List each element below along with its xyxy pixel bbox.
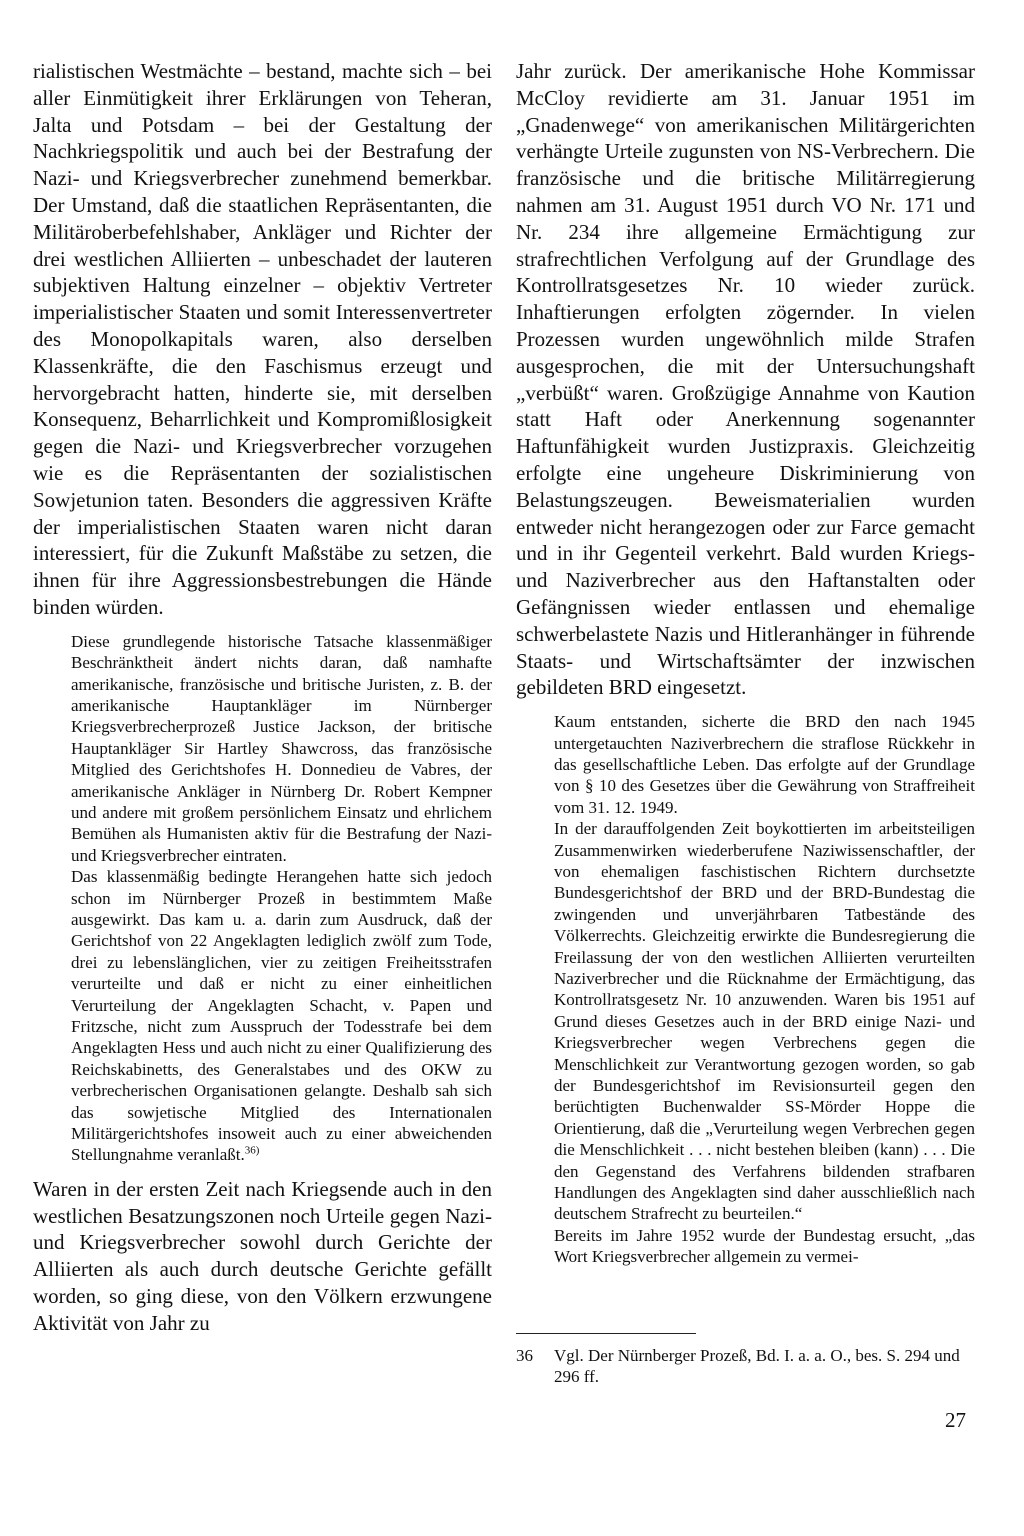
page-number: 27 bbox=[945, 1408, 966, 1432]
left-paragraph-3-small bbox=[33, 866, 492, 1166]
left-paragraph-4: Waren in der ersten Zeit nach Kriegsende auch in den westlichen Besatzungszonen noch Urteile gegen Nazi- und Kriegsverbrecher sowohl durch Gerichte der Alliierten als auch durch deutsche Gerichte gefällt worden, so ging diese, von den Völkern erzwungene Aktivität von Jahr zu bbox=[33, 1176, 492, 1335]
footnote-text: Vgl. Der Nürnberger Prozeß, Bd. I. a. a. O., bes. S. 294 und 296 ff. bbox=[554, 1346, 960, 1387]
left-paragraph-1: rialistischen Westmächte – bestand, machte sich – bei aller Einmütigkeit ihrer Erklärungen von Teheran, Jalta und Potsdam – bei der Gestaltung der Nachkriegspolitik und auch bei der Bestrafung der Nazi- und Kriegsverbrecher zunehmend bemerkbar. Der Umstand, daß die staatlichen Repräsentanten, die Militäroberbefehlshaber, Ankläger und Richter der drei westlichen Alliierten – unbeschadet der lauteren subjektiven Haltung einzelner – objektiv Vertreter imperialistischer Staaten und somit Interessenvertreter des Monopolkapitals waren, also derselben Klassenkräfte, die den Faschismus erzeugt und hervorgebracht hatten, hinderte sie, mit derselben Konsequenz, Beharrlichkeit und Kompromißlosigkeit gegen die Nazi- und Kriegsverbrecher vorzugehen wie es die Repräsentanten der sozialistischen Sowjetunion taten. Besonders die aggressiven Kräfte der imperialistischen Staaten waren nicht daran interessiert, für die Zukunft Maßstäbe zu setzen, die ihnen für ihre Aggressionsbestrebungen die Hände binden würden. bbox=[33, 59, 492, 619]
right-column bbox=[516, 58, 975, 1268]
left-paragraph-3-text: Das klassenmäßig bedingte Herangehen hatte sich jedoch schon im Nürnberger Prozeß in bestimmtem Maße ausgewirkt. Das kam u. a. darin zum Ausdruck, daß der Gerichtshof von 22 Angeklagten lediglich zwölf zum Tode, drei zu lebenslänglichen, vier zu zeitigen Freiheitsstrafen verurteilte und daß er nicht zu einer einheitlichen Verurteilung der Angeklagten Schacht, v. Papen und Fritzsche, nicht zum Ausspruch der Todesstrafe bei dem Angeklagten Hess und auch nicht zu einer Qualifizierung des Reichskabinetts, des Generalstabes und des OKW zu verbrecherischen Organisationen gelangte. Deshalb sah sich das sowjetische Mitglied des Internationalen Militärgerichtshofes insoweit auch zu einer abweichenden Stellungnahme veranlaßt. bbox=[71, 867, 492, 1165]
right-paragraph-4-small: Bereits im Jahre 1952 wurde der Bundestag ersucht, „das Wort Kriegsverbrecher allgemein zu vermei- bbox=[554, 1225, 975, 1267]
footnote-number: 36 bbox=[516, 1346, 533, 1365]
left-paragraph-2-small: Diese grundlegende historische Tatsache klassenmäßiger Beschränktheit ändert nichts daran, daß namhafte amerikanische, französische und britische Juristen, z. B. der amerikanische Hauptankläger im Nürnberger Kriegsverbrecherprozeß Justice Jackson, der britische Hauptankläger Sir Hartley Shawcross, das französische Mitglied des Gerichtshofes H. Donnedieu de Vabres, der amerikanische Ankläger in Nürnberg Dr. Robert Kempner und andere mit großem persönlichem Einsatz und ehrlichem Bemühen als Humanisten aktiv für die Bestrafung der Nazi- und Kriegsverbrecher eintraten. bbox=[71, 631, 492, 865]
right-paragraph-1: Jahr zurück. Der amerikanische Hohe Kommissar McCloy revidierte am 31. Januar 1951 im „Gnadenwege“ von amerikanischen Militärgerichten verhängte Urteile zugunsten von NS-Verbrechern. Die französische und die britische Militärregierung nahmen am 31. August 1951 durch VO Nr. 171 und Nr. 234 ihre allgemeine Ermächtigung zur strafrechtlichen Verfolgung auf der Grundlage des Kontrollratsgesetzes Nr. 10 wieder zurück. Inhaftierungen erfolgten zögernder. In vielen Prozessen wurden ungewöhnlich milde Strafen ausgesprochen, die mit der Untersuchungshaft „verbüßt“ waren. Großzügige Annahme von Kaution statt Haft oder Anerkennung sogenannter Haftunfähigkeit wurden Justizpraxis. Gleichzeitig erfolgte eine ungeheure Diskriminierung von Belastungszeugen. Beweismaterialien wurden entweder nicht herangezogen oder zur Farce gemacht und in ihr Gegenteil verkehrt. Bald wurden Kriegs- und Naziverbrecher aus den Haftanstalten oder Gefängnissen wieder entlassen und ehemalige schwerbelastete Nazis und Hitleranhänger in führende Staats- und Wirtschaftsämter der inzwischen gebildeten BRD eingesetzt. bbox=[516, 59, 975, 700]
footnote-reference: 36) bbox=[244, 1144, 260, 1157]
left-column bbox=[33, 58, 492, 1337]
footnote bbox=[516, 1345, 975, 1388]
right-paragraph-3-small: In der darauffolgenden Zeit boykottierten im arbeitsteiligen Zusammenwirken wiederberufene Naziwissenschaftler, der von ehemaligen faschistischen Richtern durchsetzte Bundesgerichtshof der BRD und der BRD-Bundestag die zwingenden und unverjährbaren Tatbestände des Völkerrechts. Gleichzeitig erwirkte die Bundesregierung die Freilassung der von den westlichen Alliierten verurteilten Naziverbrecher und die Rücknahme der Ermächtigung, das Kontrollratsgesetz Nr. 10 anzuwenden. Waren bis 1951 auf Grund dieses Gesetzes auch in der BRD einige Nazi- und Kriegsverbrecher wegen Verbrechens gegen die Menschlichkeit zur Verantwortung gezogen worden, so gab der Bundesgerichtshof im Revisionsurteil gegen den berüchtigten Buchenwalder SS-Mörder Hoppe die Orientierung, daß die „Verurteilung wegen Verbrechen gegen die Menschlichkeit . . . nicht bestehen bleiben (kann) . . . Die den Gegenstand des Verfahrens bildenden strafbaren Handlungen des Angeklagten sind daher ausschließlich nach deutschem Strafrecht zu beurteilen.“ bbox=[554, 819, 975, 1224]
right-paragraph-2-small: Kaum entstanden, sicherte die BRD den nach 1945 untergetauchten Naziverbrechern die straflose Rückkehr in das gesellschaftliche Leben. Das erfolgte auf der Grundlage von § 10 des Gesetzes über die Gewährung von Straffreiheit vom 31. 12. 1949. bbox=[554, 712, 975, 817]
footnote-divider bbox=[516, 1333, 696, 1334]
